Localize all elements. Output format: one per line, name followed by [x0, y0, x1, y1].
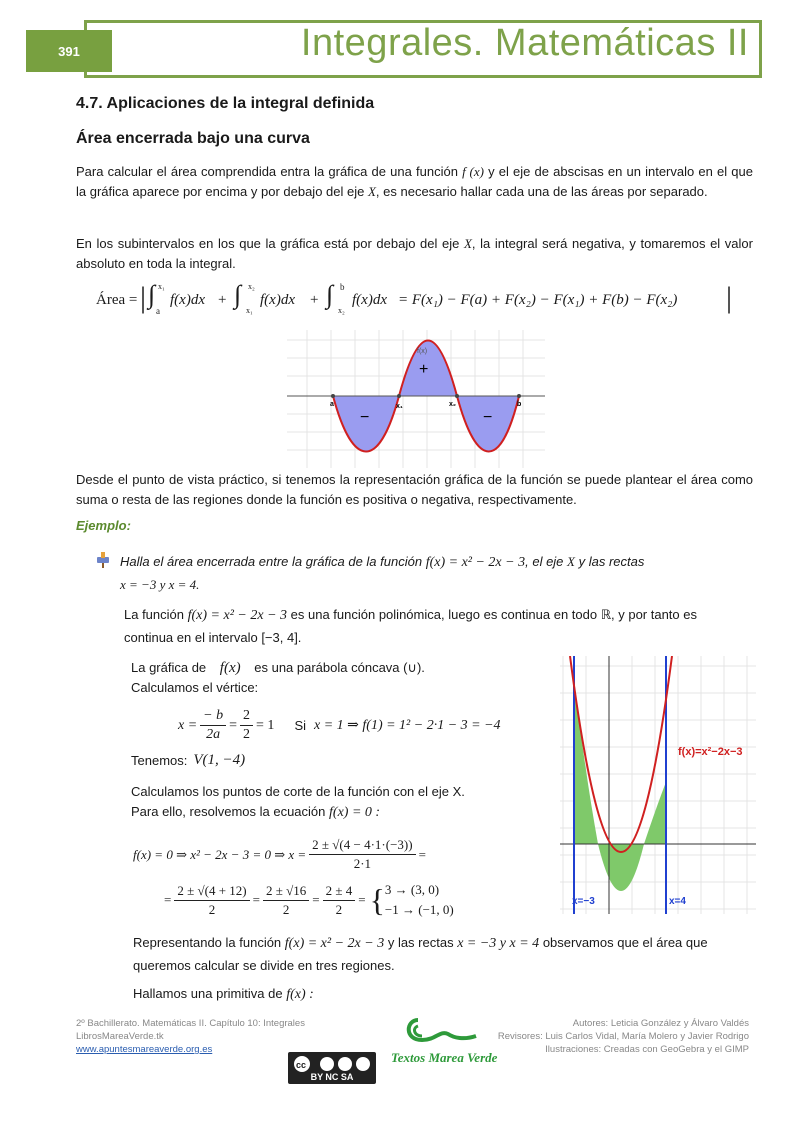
para2-text-a: En los subintervalos en los que la gráfica está por debajo del eje [76, 236, 460, 251]
footer-link[interactable]: www.apuntesmareaverde.org.es [76, 1044, 213, 1055]
solve-den: 2·1 [353, 856, 372, 871]
integral-sign-1: ∫ [148, 280, 156, 309]
area-label: Área = [96, 292, 138, 308]
continuity-text [124, 604, 724, 649]
area-formula [96, 280, 746, 320]
vertex-intro: Calculamos el vértice: [131, 680, 259, 695]
parabola-text [131, 658, 511, 698]
lim-lower-2: x₁ [246, 306, 253, 315]
cuts-text-a: Calculamos los puntos de corte de la función con el eje X. [131, 784, 465, 799]
primitive-text-a: Hallamos una primitiva de [133, 986, 283, 1001]
parabola-text-a: La gráfica de [131, 660, 207, 675]
brace: { [369, 882, 385, 918]
point-b [517, 394, 521, 398]
tenemos-label: Tenemos: [131, 753, 188, 768]
figure2-background [560, 656, 756, 914]
footer-reviewers: Revisores: Luis Carlos Vidal, María Molero y Javier Rodrigo [497, 1031, 749, 1042]
representation-text [133, 932, 753, 977]
statement-lines: x = −3 y x = 4. [120, 577, 200, 592]
footer-site: LibrosMareaVerde.tk [76, 1031, 164, 1042]
vertex-eq: = [229, 717, 238, 733]
solve-eq-3: = [252, 892, 260, 907]
label-x-4: x=4 [669, 896, 686, 907]
statement-text-c: y las rectas [578, 554, 645, 569]
solve-line-1 [133, 836, 426, 873]
lim-lower-3: x₂ [338, 306, 345, 315]
label-b: b [517, 401, 522, 408]
repr-text-a: Representando la función [133, 935, 282, 950]
root-2: −1 → (−1, 0) [384, 902, 454, 917]
label-x2: x₂ [449, 401, 457, 408]
abs-bar-left: | [140, 281, 147, 314]
vertex-num2: 2 [240, 707, 253, 726]
solve2-num2: 2 ± √16 [263, 882, 309, 901]
label-minus-1: − [360, 409, 370, 426]
repr-text-c: observamos que el área que queremos calcular se divide en tres regiones. [133, 935, 708, 973]
integral-sign-2: ∫ [234, 280, 242, 309]
example-statement [120, 551, 754, 596]
plus-2: + [310, 292, 319, 308]
solve-eq-5: = [358, 892, 366, 907]
solve2-den1: 2 [208, 901, 216, 917]
vertex-formula [178, 707, 501, 744]
root-1: 3 → (3, 0) [384, 882, 440, 897]
continuity-fx: f(x) = x² − 2x − 3 [187, 608, 288, 623]
solve-eq-1: = [418, 846, 426, 862]
abs-bar-right: | [726, 281, 733, 314]
label-fx-parabola: f(x)=x²−2x−3 [678, 746, 743, 758]
vertex-result [131, 752, 245, 769]
lim-upper-1: x₁ [158, 282, 165, 291]
parabola-fx: f(x) [219, 660, 241, 676]
label-minus-2: − [483, 409, 493, 426]
repr-fx: f(x) = x² − 2x − 3 [284, 936, 385, 951]
page-number: 391 [26, 30, 112, 72]
point-a [331, 394, 335, 398]
label-x-minus-3: x=−3 [572, 896, 595, 907]
logo-wave-icon [388, 1012, 498, 1068]
vertex-res: = 1 [256, 717, 275, 733]
parabola-text-b: es una parábola cóncava (∪). [254, 660, 425, 675]
statement-text-b: , el eje [525, 554, 564, 569]
para2-text-b: , la integral será negativa, y tomaremos el valor absoluto en toda la integral. [76, 236, 753, 271]
cc-icon [291, 1055, 373, 1073]
paragraph-3: Desde el punto de vista práctico, si tenemos la representación gráfica de la función se puede plantear el área como suma o resta de las regiones donde la función es positiva o negativa, respectivamente. [76, 472, 753, 507]
statement-text-a: Halla el área encerrada entre la gráfica de la función [120, 554, 423, 569]
vertex-x-lhs: x = [178, 717, 198, 733]
footer-chapter: 2º Bachillerato. Matemáticas II. Capítulo 10: Integrales [76, 1018, 305, 1029]
lim-lower-1: a [156, 306, 160, 316]
header-title: Integrales. Matemáticas II [300, 22, 749, 64]
cuts-text [131, 782, 511, 823]
statement-X: X [567, 554, 575, 569]
pin-icon [94, 551, 112, 569]
vertex-den1: 2a [206, 727, 221, 742]
paragraph-2 [76, 234, 753, 274]
vertex-si: Si [294, 718, 306, 733]
vertex-point: V(1, −4) [193, 752, 246, 768]
point-x2 [455, 394, 459, 398]
statement-fx: f(x) = x² − 2x − 3 [425, 555, 526, 570]
point-x1 [397, 394, 401, 398]
solve2-den2: 2 [282, 901, 290, 917]
integrand-3: f(x)dx [352, 292, 387, 308]
figure-sine-areas [287, 330, 545, 468]
para2-X: X [463, 236, 472, 251]
para1-fx: f (x) [462, 164, 484, 179]
footer-left [76, 1017, 305, 1056]
logo-text: Textos Marea Verde [391, 1050, 498, 1065]
para1-text-b: y el eje de abscisas en un intervalo en el que la gráfica aparece por encima y por debajo del eje [76, 164, 753, 199]
cc-text: BY NC SA [310, 1072, 354, 1082]
vertex-num1: − b [200, 707, 226, 726]
para1-text-c: , es necesario hallar cada una de las áreas por separado. [375, 184, 708, 199]
integrand-2: f(x)dx [260, 292, 295, 308]
footer-right [498, 1017, 749, 1056]
paragraph-1 [76, 162, 753, 202]
footer-illustrations: Ilustraciones: Creadas con GeoGebra y el GIMP [545, 1044, 749, 1055]
solve-line-2 [164, 880, 454, 920]
example-label: Ejemplo: [76, 518, 131, 533]
solve2-den3: 2 [335, 901, 343, 917]
cuts-text-b: Para ello, resolvemos la ecuación [131, 804, 326, 819]
solve2-num1: 2 ± √(4 + 12) [174, 882, 249, 901]
vertex-den2: 2 [243, 727, 251, 742]
cc-license-badge [288, 1052, 376, 1084]
section-subheading: Área encerrada bajo una curva [76, 130, 310, 147]
label-fx: f(x) [417, 348, 428, 355]
continuity-text-a: La función [124, 607, 184, 622]
continuity-text-b: es una función polinómica, luego es continua en todo ℝ, y por tanto es continua en el intervalo [−3, 4]. [124, 607, 697, 645]
label-a: a [330, 401, 334, 408]
area-rhs: = F(x₁) − F(a) + F(x₂) − F(x₁) + F(b) − F(x₂) [398, 292, 678, 308]
figure-parabola [560, 656, 756, 914]
lim-upper-2: x₂ [248, 282, 255, 291]
roots [385, 880, 454, 920]
label-x1: x₁ [396, 403, 403, 410]
primitive-text [133, 984, 314, 1005]
para1-X: X [367, 184, 376, 199]
svg-text:cc: cc [296, 1060, 307, 1070]
footer-authors: Autores: Leticia González y Álvaro Valdés [572, 1018, 749, 1029]
label-plus: + [419, 361, 429, 378]
repr-text-b: y las rectas [387, 935, 454, 950]
plus-1: + [218, 292, 227, 308]
para1-text-a: Para calcular el área comprendida entra la gráfica de una función [76, 164, 458, 179]
solve-lhs: f(x) = 0 ⇒ x² − 2x − 3 = 0 ⇒ x = [133, 846, 307, 862]
lim-upper-3: b [340, 282, 345, 292]
solve-num: 2 ± √(4 − 4·1·(−3)) [309, 836, 415, 855]
repr-lines: x = −3 y x = 4 [457, 936, 540, 951]
marea-verde-logo [388, 1012, 498, 1068]
integrand-1: f(x)dx [170, 292, 205, 308]
solve-eq-2: = [164, 892, 172, 907]
solve-eq-4: = [312, 892, 320, 907]
section-heading: 4.7. Aplicaciones de la integral definida [76, 95, 375, 112]
integral-sign-3: ∫ [326, 280, 334, 309]
solve2-num3: 2 ± 4 [323, 882, 356, 901]
vertex-calc: x = 1 ⇒ f(1) = 1² − 2·1 − 3 = −4 [314, 718, 501, 733]
cuts-eq: f(x) = 0 : [329, 805, 381, 820]
primitive-fx: f(x) : [286, 987, 314, 1002]
